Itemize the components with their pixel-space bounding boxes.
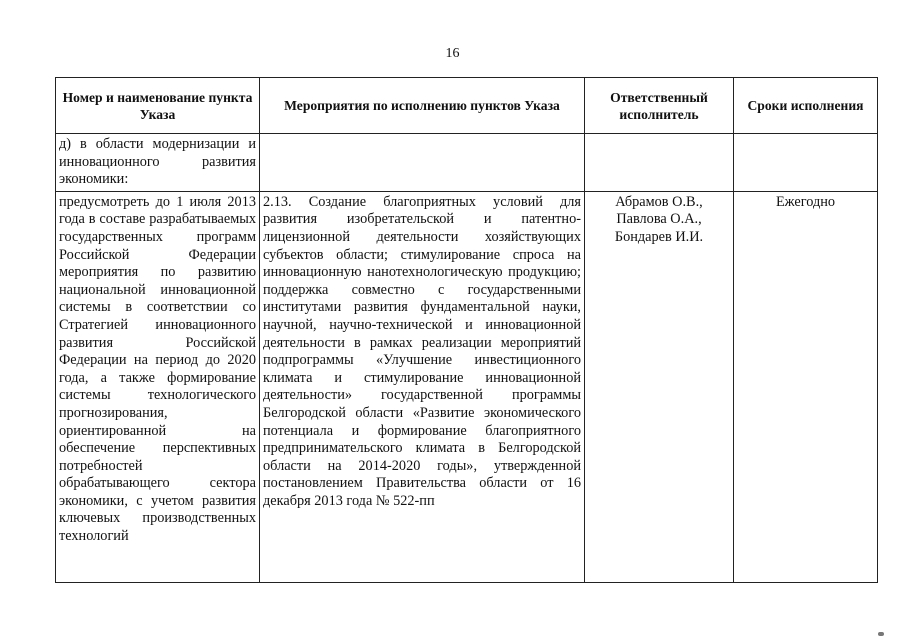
section-deadline-cell [734,134,878,192]
deadline-cell: Ежегодно [734,191,878,582]
header-activities: Мероприятия по исполнению пунктов Указа [260,78,585,134]
decree-execution-table [55,77,878,583]
header-responsible: Ответственный исполнитель [585,78,734,134]
header-deadline: Сроки исполнения [734,78,878,134]
section-responsible-cell [585,134,734,192]
page-number: 16 [445,46,460,61]
responsible-cell [585,191,734,582]
scan-mark [878,632,884,636]
responsible-person: Павлова О.А., [616,211,702,228]
section-activity-cell [260,134,585,192]
table-row [56,191,878,582]
activity-text: 2.13. Создание благоприятных условий для развития изобретательской и патентно-лицензионной деятельности хозяйствующих субъектов области; стимулирование спроса на инновационную нанотехнологическую продукцию; поддержка совместно с государственными институтами развития фундаментальной науки, научной, научно-технической и инновационной деятельности в рамках реализации мероприятий подпрограммы «Улучшение инвестиционного климата и стимулирование инновационной деятельности» государственной программы Белгородской области «Развитие экономического потенциала и формирование благоприятного предпринимательского климата в Белгородской области на 2014-2020 годы», утвержденной постановлением Правительства области от 16 декабря 2013 года № 522-пп [260,191,585,582]
section-title: д) в области модернизации и инновационного развития экономики: [56,134,260,192]
table-header-row [56,78,878,134]
responsible-person: Абрамов О.В., [615,193,703,210]
header-decree-item: Номер и наименование пункта Указа [56,78,260,134]
responsible-person: Бондарев И.И. [614,228,704,245]
decree-item-text: предусмотреть до 1 июля 2013 года в составе разрабатываемых государственных программ Российской Федерации мероприятия по развитию национальной инновационной системы в соответствии со Стратегией инновационного развития Российской Федерации на период до 2020 года, а также формирование системы технологического прогнозирования, ориентированной на обеспечение перспективных потребностей обрабатывающего сектора экономики, с учетом развития ключевых производственных технологий [56,191,260,582]
section-row [56,134,878,192]
